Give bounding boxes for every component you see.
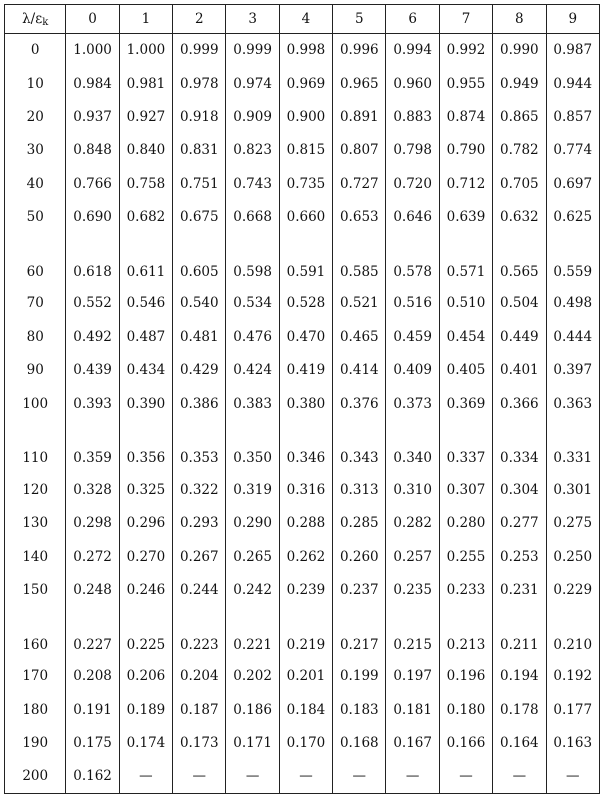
table-cell: 0.262	[279, 540, 332, 573]
table-cell: 0.984	[66, 67, 119, 100]
table-cell: 0.184	[279, 693, 332, 726]
table-cell: 0.857	[546, 100, 600, 133]
table-cell: 0.397	[546, 354, 600, 387]
table-cell: 0.186	[226, 693, 279, 726]
table-container	[4, 4, 600, 794]
table-cell: 0.319	[226, 473, 279, 506]
table-cell: 0.492	[66, 320, 119, 353]
table-cell: 0.516	[386, 287, 439, 320]
table-cell: 0.217	[333, 607, 386, 660]
table-cell: 0.246	[119, 573, 172, 606]
table-cell: 0.571	[439, 234, 492, 287]
table-cell: —	[333, 760, 386, 793]
table-cell: 0.510	[439, 287, 492, 320]
table-cell: 0.735	[279, 167, 332, 200]
table-cell: 0.325	[119, 473, 172, 506]
table-cell: 0.625	[546, 200, 600, 233]
table-cell: 0.346	[279, 420, 332, 473]
table-cell: 0.356	[119, 420, 172, 473]
table-cell: 0.164	[493, 726, 546, 759]
table-cell: 0.202	[226, 660, 279, 693]
table-cell: 0.409	[386, 354, 439, 387]
table-cell: 0.668	[226, 200, 279, 233]
table-cell: 0.848	[66, 134, 119, 167]
table-cell: 0.774	[546, 134, 600, 167]
table-cell: 0.167	[386, 726, 439, 759]
table-cell: 0.646	[386, 200, 439, 233]
table-cell: 0.210	[546, 607, 600, 660]
table-cell: 0.242	[226, 573, 279, 606]
table-cell: 0.272	[66, 540, 119, 573]
table-cell: —	[119, 760, 172, 793]
table-cell: 0.751	[173, 167, 226, 200]
table-cell: 0.255	[439, 540, 492, 573]
table-cell: 0.239	[279, 573, 332, 606]
table-cell: 0.373	[386, 387, 439, 420]
table-cell: 0.199	[333, 660, 386, 693]
table-cell: 0.900	[279, 100, 332, 133]
table-cell: 0.219	[279, 607, 332, 660]
table-row	[5, 167, 600, 200]
table-cell: 0.183	[333, 693, 386, 726]
table-cell: 0.782	[493, 134, 546, 167]
table-row	[5, 354, 600, 387]
table-cell: 0.981	[119, 67, 172, 100]
table-cell: 0.235	[386, 573, 439, 606]
table-cell: 0.498	[546, 287, 600, 320]
table-cell: 0.944	[546, 67, 600, 100]
table-cell: 0.328	[66, 473, 119, 506]
table-cell: 0.260	[333, 540, 386, 573]
table-cell: 0.974	[226, 67, 279, 100]
table-cell: 0.304	[493, 473, 546, 506]
table-cell: 0.766	[66, 167, 119, 200]
table-cell: 0.444	[546, 320, 600, 353]
table-cell: 0.521	[333, 287, 386, 320]
table-row	[5, 34, 600, 67]
table-cell: 0.288	[279, 507, 332, 540]
corner-header-cell	[5, 5, 66, 34]
table-cell: 0.758	[119, 167, 172, 200]
table-cell: 0.270	[119, 540, 172, 573]
row-label: 160	[5, 607, 66, 660]
table-cell: 0.162	[66, 760, 119, 793]
table-cell: 0.865	[493, 100, 546, 133]
table-cell: 0.807	[333, 134, 386, 167]
table-cell: 0.359	[66, 420, 119, 473]
table-cell: 0.313	[333, 473, 386, 506]
column-header: 6	[386, 5, 439, 34]
table-cell: 0.712	[439, 167, 492, 200]
table-cell: 0.840	[119, 134, 172, 167]
table-row	[5, 660, 600, 693]
table-cell: 0.331	[546, 420, 600, 473]
corner-subscript: k	[42, 16, 49, 28]
table-cell: 0.909	[226, 100, 279, 133]
table-cell: 0.429	[173, 354, 226, 387]
row-label: 50	[5, 200, 66, 233]
table-row	[5, 67, 600, 100]
table-cell: 0.481	[173, 320, 226, 353]
table-cell: 0.380	[279, 387, 332, 420]
table-cell: 0.265	[226, 540, 279, 573]
table-row	[5, 693, 600, 726]
table-row	[5, 726, 600, 759]
table-cell: 0.955	[439, 67, 492, 100]
table-cell: 0.191	[66, 693, 119, 726]
table-cell: 0.221	[226, 607, 279, 660]
column-header: 8	[493, 5, 546, 34]
table-cell: 0.177	[546, 693, 600, 726]
table-cell: 0.998	[279, 34, 332, 67]
table-cell: 0.282	[386, 507, 439, 540]
table-row	[5, 607, 600, 660]
table-cell: 0.215	[386, 607, 439, 660]
table-cell: 0.918	[173, 100, 226, 133]
table-row	[5, 200, 600, 233]
table-cell: 0.965	[333, 67, 386, 100]
table-cell: 0.653	[333, 200, 386, 233]
table-cell: 0.598	[226, 234, 279, 287]
table-cell: 0.223	[173, 607, 226, 660]
table-row	[5, 100, 600, 133]
table-cell: 0.296	[119, 507, 172, 540]
table-cell: 0.206	[119, 660, 172, 693]
table-cell: 0.180	[439, 693, 492, 726]
table-cell: 1.000	[119, 34, 172, 67]
table-cell: 0.439	[66, 354, 119, 387]
table-cell: 0.231	[493, 573, 546, 606]
table-cell: 0.334	[493, 420, 546, 473]
table-cell: 0.949	[493, 67, 546, 100]
table-cell: —	[493, 760, 546, 793]
table-cell: 0.552	[66, 287, 119, 320]
table-cell: 0.267	[173, 540, 226, 573]
table-cell: 0.293	[173, 507, 226, 540]
table-cell: 0.992	[439, 34, 492, 67]
table-cell: —	[439, 760, 492, 793]
column-header: 4	[279, 5, 332, 34]
table-cell: 0.301	[546, 473, 600, 506]
table-cell: 0.248	[66, 573, 119, 606]
table-cell: 0.233	[439, 573, 492, 606]
table-cell: 0.690	[66, 200, 119, 233]
table-cell: 0.208	[66, 660, 119, 693]
table-cell: 0.366	[493, 387, 546, 420]
row-label: 120	[5, 473, 66, 506]
column-header: 0	[66, 5, 119, 34]
table-cell: —	[386, 760, 439, 793]
column-header: 1	[119, 5, 172, 34]
table-cell: 0.163	[546, 726, 600, 759]
table-cell: 0.376	[333, 387, 386, 420]
table-cell: 0.815	[279, 134, 332, 167]
table-cell: 0.280	[439, 507, 492, 540]
table-cell: 0.823	[226, 134, 279, 167]
table-cell: 0.310	[386, 473, 439, 506]
table-cell: 0.937	[66, 100, 119, 133]
table-cell: 0.307	[439, 473, 492, 506]
table-cell: 0.999	[173, 34, 226, 67]
table-cell: —	[173, 760, 226, 793]
table-cell: 0.175	[66, 726, 119, 759]
table-cell: 0.675	[173, 200, 226, 233]
table-cell: 0.883	[386, 100, 439, 133]
row-label: 20	[5, 100, 66, 133]
table-cell: 0.994	[386, 34, 439, 67]
table-cell: 0.353	[173, 420, 226, 473]
table-cell: 0.350	[226, 420, 279, 473]
table-cell: 0.401	[493, 354, 546, 387]
table-cell: 0.424	[226, 354, 279, 387]
row-label: 190	[5, 726, 66, 759]
table-cell: 0.369	[439, 387, 492, 420]
table-cell: 0.244	[173, 573, 226, 606]
table-cell: 0.459	[386, 320, 439, 353]
table-cell: 0.798	[386, 134, 439, 167]
table-row	[5, 473, 600, 506]
table-cell: 0.504	[493, 287, 546, 320]
table-cell: —	[226, 760, 279, 793]
table-cell: 0.337	[439, 420, 492, 473]
table-cell: 0.211	[493, 607, 546, 660]
table-cell: 0.559	[546, 234, 600, 287]
row-label: 170	[5, 660, 66, 693]
table-row	[5, 234, 600, 287]
row-label: 130	[5, 507, 66, 540]
table-cell: 0.340	[386, 420, 439, 473]
table-cell: 0.660	[279, 200, 332, 233]
table-cell: 0.189	[119, 693, 172, 726]
table-cell: 0.168	[333, 726, 386, 759]
table-cell: 0.578	[386, 234, 439, 287]
table-cell: 0.449	[493, 320, 546, 353]
table-cell: 0.173	[173, 726, 226, 759]
table-cell: 0.697	[546, 167, 600, 200]
table-cell: 0.419	[279, 354, 332, 387]
table-cell: 0.639	[439, 200, 492, 233]
table-cell: 0.605	[173, 234, 226, 287]
table-cell: 0.174	[119, 726, 172, 759]
row-label: 150	[5, 573, 66, 606]
row-label: 60	[5, 234, 66, 287]
corner-symbol: λ/ε	[22, 10, 43, 27]
table-row	[5, 287, 600, 320]
table-cell: 0.987	[546, 34, 600, 67]
table-cell: 0.275	[546, 507, 600, 540]
table-cell: 0.978	[173, 67, 226, 100]
table-cell: 0.187	[173, 693, 226, 726]
table-cell: 0.225	[119, 607, 172, 660]
table-cell: 0.196	[439, 660, 492, 693]
table-cell: —	[279, 760, 332, 793]
table-row	[5, 760, 600, 793]
table-cell: 0.253	[493, 540, 546, 573]
column-header: 9	[546, 5, 600, 34]
table-cell: 0.383	[226, 387, 279, 420]
table-cell: 0.194	[493, 660, 546, 693]
table-cell: 0.465	[333, 320, 386, 353]
row-label: 100	[5, 387, 66, 420]
table-cell: 0.386	[173, 387, 226, 420]
table-cell: 0.213	[439, 607, 492, 660]
table-cell: 0.999	[226, 34, 279, 67]
table-row	[5, 387, 600, 420]
table-cell: 0.204	[173, 660, 226, 693]
row-label: 30	[5, 134, 66, 167]
table-cell: 0.528	[279, 287, 332, 320]
table-cell: 0.705	[493, 167, 546, 200]
table-cell: 0.927	[119, 100, 172, 133]
stability-coefficient-table	[4, 4, 600, 794]
table-cell: 0.197	[386, 660, 439, 693]
table-cell: 0.316	[279, 473, 332, 506]
table-cell: 0.290	[226, 507, 279, 540]
table-cell: 0.960	[386, 67, 439, 100]
table-cell: 0.285	[333, 507, 386, 540]
table-cell: 0.229	[546, 573, 600, 606]
row-label: 40	[5, 167, 66, 200]
table-cell: 0.434	[119, 354, 172, 387]
table-cell: 0.891	[333, 100, 386, 133]
row-label: 70	[5, 287, 66, 320]
row-label: 180	[5, 693, 66, 726]
column-header: 5	[333, 5, 386, 34]
table-cell: 0.166	[439, 726, 492, 759]
table-cell: 0.632	[493, 200, 546, 233]
table-row	[5, 134, 600, 167]
table-cell: 0.343	[333, 420, 386, 473]
table-cell: 0.585	[333, 234, 386, 287]
table-cell: 0.720	[386, 167, 439, 200]
table-cell: 0.322	[173, 473, 226, 506]
table-cell: 0.201	[279, 660, 332, 693]
table-cell: 0.257	[386, 540, 439, 573]
table-cell: 0.178	[493, 693, 546, 726]
table-row	[5, 420, 600, 473]
table-cell: 0.393	[66, 387, 119, 420]
table-cell: 0.405	[439, 354, 492, 387]
table-row	[5, 507, 600, 540]
table-cell: 0.237	[333, 573, 386, 606]
table-cell: —	[546, 760, 600, 793]
table-row	[5, 320, 600, 353]
row-label: 140	[5, 540, 66, 573]
table-cell: 0.996	[333, 34, 386, 67]
table-cell: 0.363	[546, 387, 600, 420]
table-cell: 0.682	[119, 200, 172, 233]
table-cell: 0.546	[119, 287, 172, 320]
table-cell: 0.990	[493, 34, 546, 67]
table-cell: 0.476	[226, 320, 279, 353]
table-cell: 0.534	[226, 287, 279, 320]
row-label: 110	[5, 420, 66, 473]
table-cell: 0.170	[279, 726, 332, 759]
table-cell: 0.181	[386, 693, 439, 726]
table-cell: 0.227	[66, 607, 119, 660]
table-body	[5, 34, 600, 794]
table-cell: 0.874	[439, 100, 492, 133]
column-header: 7	[439, 5, 492, 34]
table-cell: 0.277	[493, 507, 546, 540]
table-row	[5, 573, 600, 606]
table-cell: 0.540	[173, 287, 226, 320]
table-cell: 0.414	[333, 354, 386, 387]
table-cell: 0.454	[439, 320, 492, 353]
table-cell: 0.831	[173, 134, 226, 167]
table-cell: 0.591	[279, 234, 332, 287]
table-cell: 0.727	[333, 167, 386, 200]
table-cell: 0.969	[279, 67, 332, 100]
table-cell: 0.470	[279, 320, 332, 353]
table-cell: 0.298	[66, 507, 119, 540]
table-cell: 0.790	[439, 134, 492, 167]
table-cell: 0.618	[66, 234, 119, 287]
row-label: 10	[5, 67, 66, 100]
column-header: 2	[173, 5, 226, 34]
table-cell: 1.000	[66, 34, 119, 67]
row-label: 80	[5, 320, 66, 353]
table-cell: 0.250	[546, 540, 600, 573]
table-cell: 0.611	[119, 234, 172, 287]
table-cell: 0.743	[226, 167, 279, 200]
row-label: 0	[5, 34, 66, 67]
table-cell: 0.192	[546, 660, 600, 693]
table-cell: 0.171	[226, 726, 279, 759]
column-header: 3	[226, 5, 279, 34]
row-label: 200	[5, 760, 66, 793]
header-row	[5, 5, 600, 34]
table-cell: 0.565	[493, 234, 546, 287]
table-row	[5, 540, 600, 573]
table-cell: 0.390	[119, 387, 172, 420]
row-label: 90	[5, 354, 66, 387]
table-cell: 0.487	[119, 320, 172, 353]
